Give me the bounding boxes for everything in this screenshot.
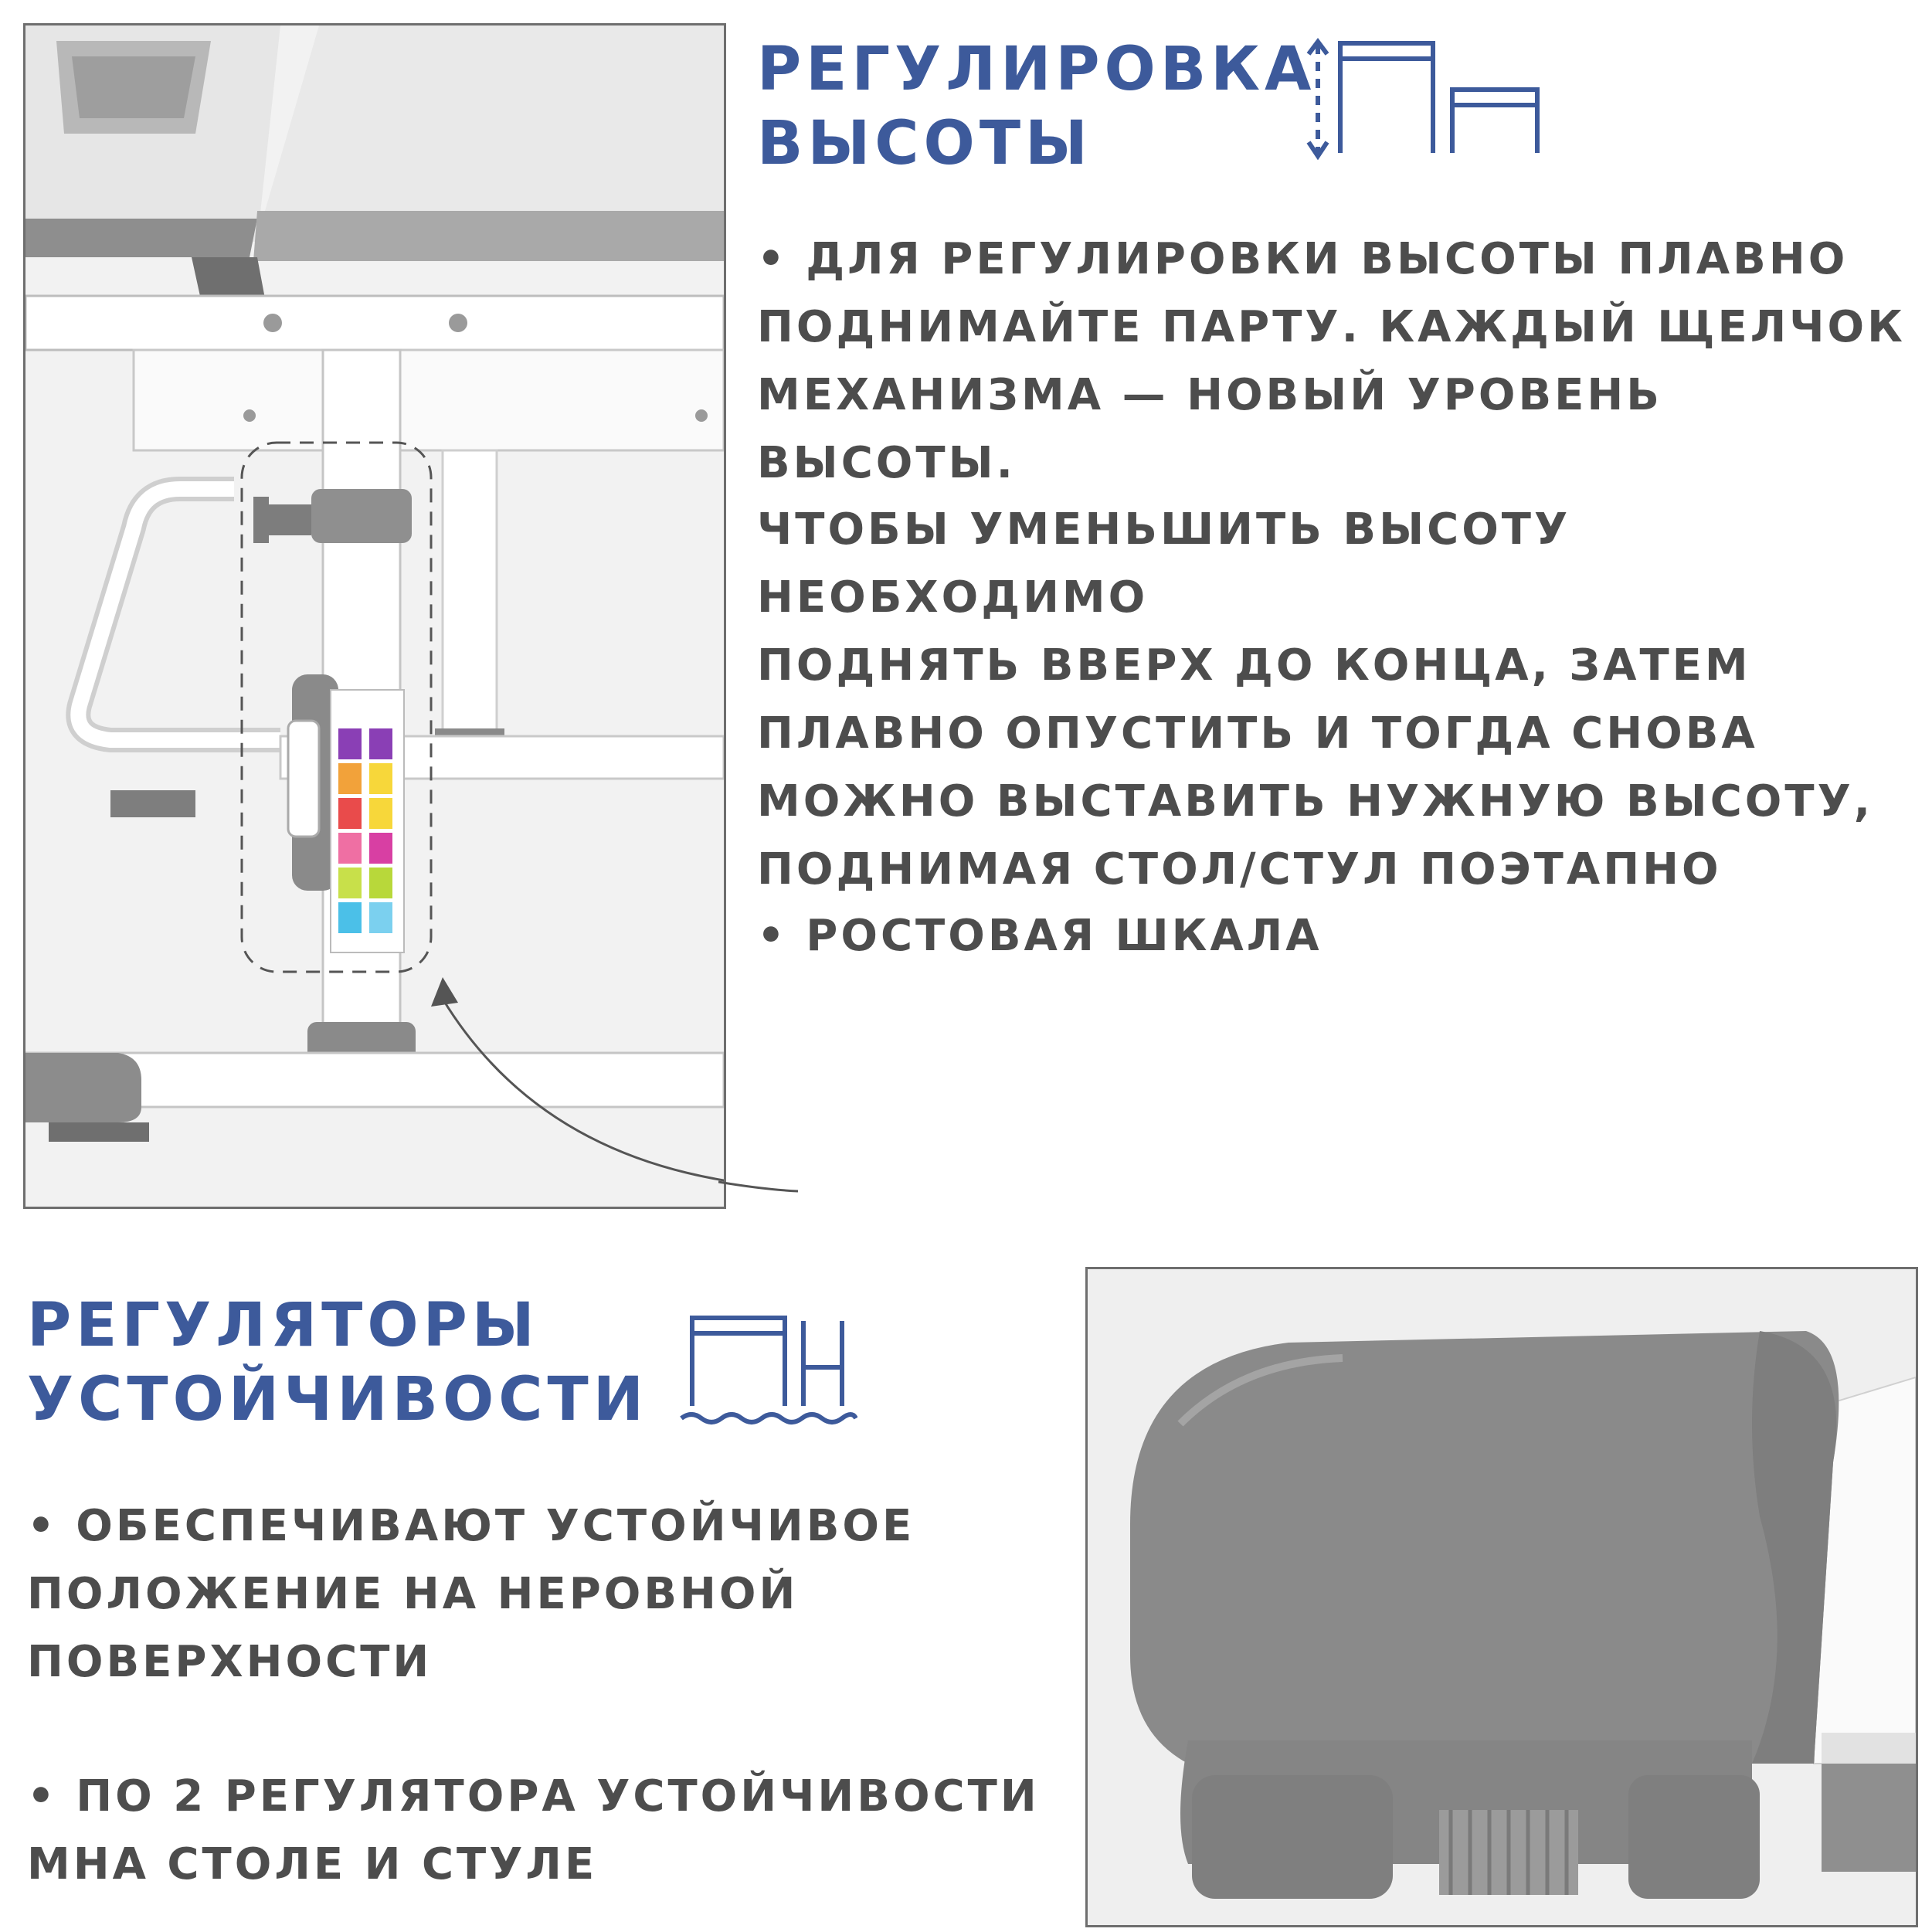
leveling-foot-photo: [1085, 1267, 1918, 1927]
height-lowering-instructions: [757, 496, 1932, 904]
stability-title-line1: РЕГУЛЯТОРЫ: [27, 1291, 539, 1360]
stability-paragraph1-line1: • ОБЕСПЕЧИВАЮТ УСТОЙЧИВОЕ: [27, 1501, 915, 1551]
height-scale-bullet: • РОСТОВАЯ ШКАЛА: [757, 911, 1323, 961]
height-paragraph1-line1: • ДЛЯ РЕГУЛИРОВКИ ВЫСОТЫ ПЛАВНО: [757, 234, 1849, 284]
height-paragraph2-line5: ПОДНИМАЯ СТОЛ/СТУЛ ПОЭТАПНО: [757, 844, 1722, 895]
stability-paragraph2-line2: МНА СТОЛЕ И СТУЛЕ: [27, 1839, 598, 1890]
stability-paragraph1-line2: ПОЛОЖЕНИЕ НА НЕРОВНОЙ: [27, 1569, 799, 1619]
stability-title-line2: УСТОЙЧИВОСТИ: [27, 1365, 648, 1435]
height-title-line1: РЕГУЛИРОВКА: [757, 35, 1316, 104]
stability-paragraph1-line3: ПОВЕРХНОСТИ: [27, 1637, 433, 1687]
callout-arrow: [718, 1174, 803, 1205]
stability-description: [27, 1492, 915, 1696]
height-title-line2: ВЫСОТЫ: [757, 109, 1092, 178]
stability-paragraph2-line1: • ПО 2 РЕГУЛЯТОРА УСТОЙЧИВОСТИ: [27, 1771, 1040, 1822]
height-paragraph2-line2: ПОДНЯТЬ ВВЕРХ ДО КОНЦА, ЗАТЕМ: [757, 640, 1751, 691]
uneven-floor-desk-icon: [680, 1313, 857, 1429]
height-paragraph2-line4: МОЖНО ВЫСТАВИТЬ НУЖНУЮ ВЫСОТУ,: [757, 776, 1874, 827]
height-section-title: [757, 32, 1316, 181]
height-instructions: [757, 226, 1932, 497]
stability-section-title: [27, 1289, 648, 1437]
desk-leg-photo: [23, 23, 726, 1209]
height-paragraph1-line2: ПОДНИМАЙТЕ ПАРТУ. КАЖДЫЙ ЩЕЛЧОК: [757, 302, 1906, 352]
height-paragraph1-line3: МЕХАНИЗМА — НОВЫЙ УРОВЕНЬ ВЫСОТЫ.: [757, 370, 1662, 488]
height-paragraph2-line3: ПЛАВНО ОПУСТИТЬ И ТОГДА СНОВА: [757, 708, 1758, 759]
adjustable-desk-height-icon: [1306, 37, 1545, 161]
height-paragraph2-line1: ЧТОБЫ УМЕНЬШИТЬ ВЫСОТУ НЕОБХОДИМО: [757, 504, 1571, 623]
stability-count-note: [27, 1763, 1040, 1899]
